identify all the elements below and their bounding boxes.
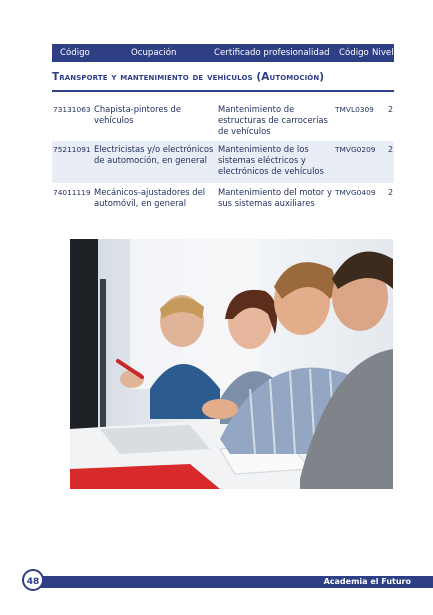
table-row	[52, 141, 394, 183]
page-number: 48	[22, 569, 44, 591]
header-nivel: Nivel	[372, 48, 394, 58]
row-level: 2	[388, 145, 394, 154]
row-code: 73131063	[53, 105, 91, 114]
row-certificate: Mantenimiento de estructuras de carrocerías de vehículos	[218, 104, 328, 136]
section-title: Transporte y mantenimiento de vehículos (Automoción)	[52, 71, 325, 83]
header-certificado: Certificado profesionalidad	[214, 48, 330, 58]
row-certificate: Mantenimiento de los sistemas eléctricos y electrónicos de vehículos	[218, 144, 324, 176]
row-cert-code: TMVL0309	[335, 105, 374, 114]
students-photo	[70, 239, 393, 489]
row-code: 74011119	[53, 188, 91, 197]
row-occupation: Electricistas y/o electrónicos de automoción, en general	[94, 144, 214, 165]
header-codigo-cert: Código	[339, 48, 369, 58]
row-code: 75211091	[53, 145, 91, 154]
students-photo-illustration	[70, 239, 393, 489]
table-row	[52, 184, 394, 216]
header-codigo: Código	[60, 48, 90, 58]
row-level: 2	[388, 188, 394, 197]
section-divider	[52, 90, 394, 92]
row-occupation: Chapista-pintores de vehículos	[94, 104, 181, 125]
table-row	[52, 101, 394, 141]
header-ocupacion: Ocupación	[131, 48, 177, 58]
table-header	[52, 44, 394, 62]
row-cert-code: TMVG0209	[335, 145, 376, 154]
row-certificate: Mantenimiento del motor y sus sistemas auxiliares	[218, 187, 332, 208]
row-level: 2	[388, 105, 394, 114]
row-cert-code: TMVG0409	[335, 188, 376, 197]
row-occupation: Mecánicos-ajustadores del automóvil, en general	[94, 187, 206, 208]
footer-brand: Academia el Futuro	[323, 577, 411, 586]
